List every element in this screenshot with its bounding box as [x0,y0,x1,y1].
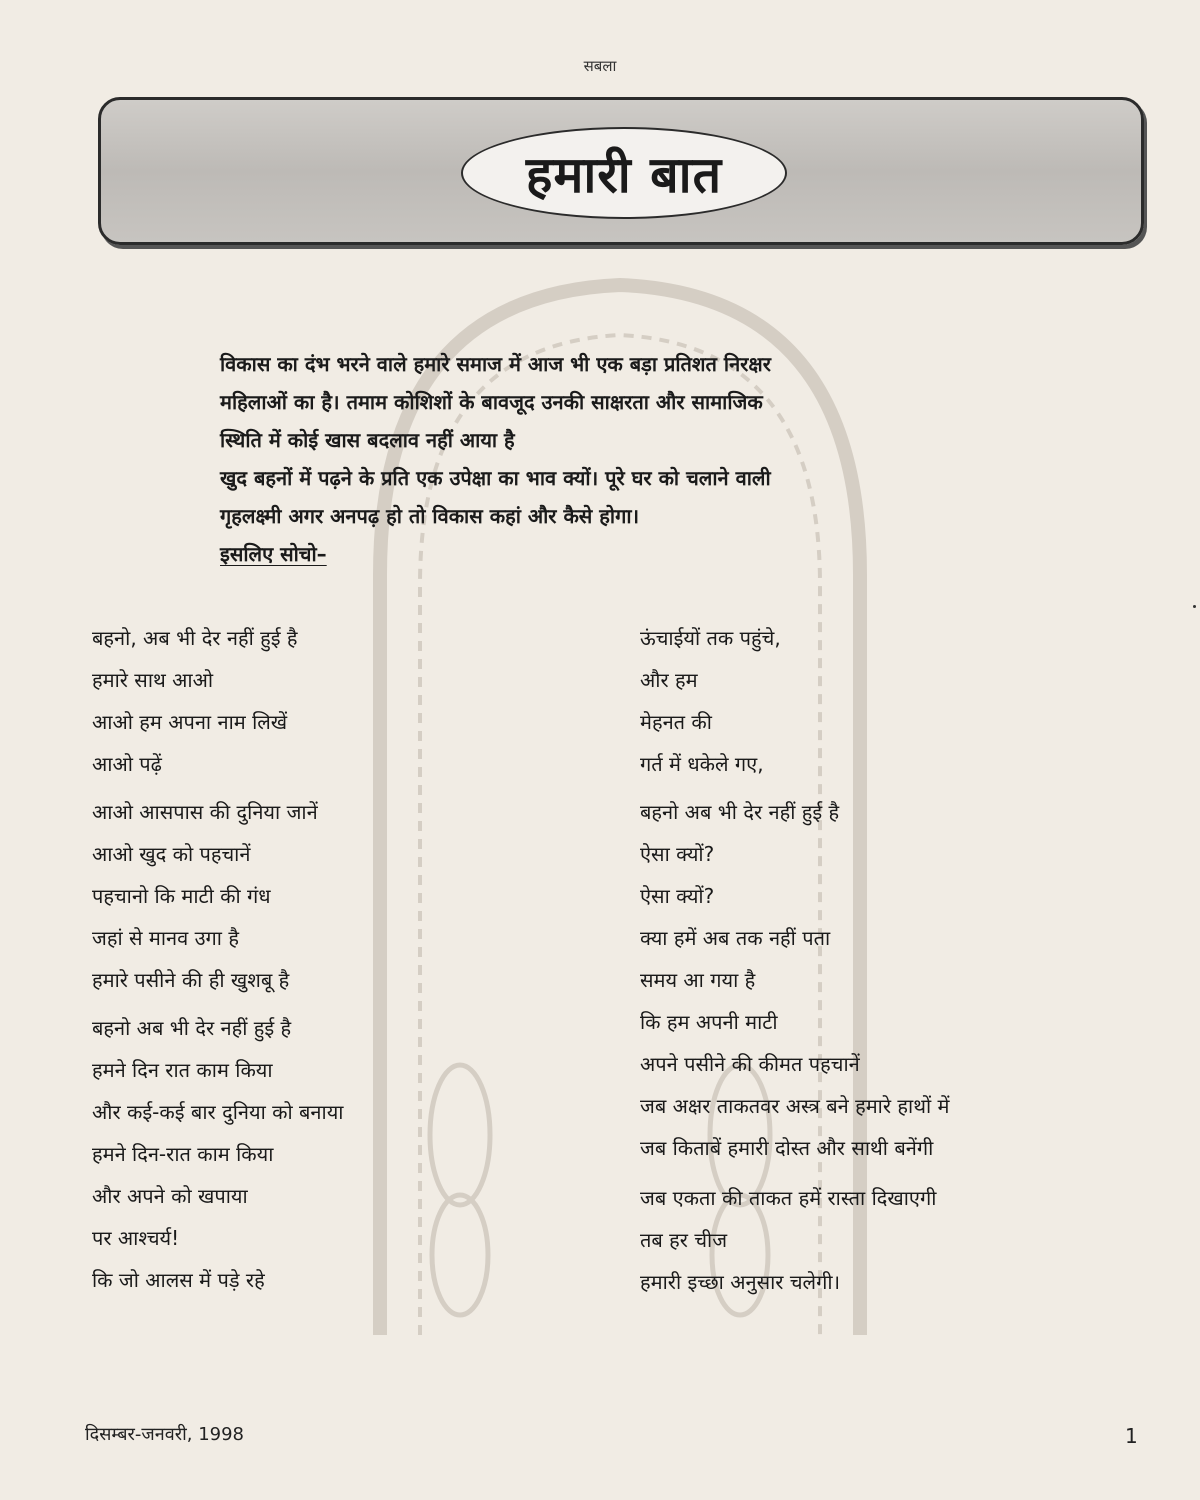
poem-line: ऐसा क्यों? [640,842,715,866]
intro-line: विकास का दंभ भरने वाले हमारे समाज में आज भी एक बड़ा प्रतिशत निरक्षर [220,352,771,376]
poem-line: जब अक्षर ताकतवर अस्त्र बने हमारे हाथों में [640,1094,950,1118]
poem-line: कि हम अपनी माटी [640,1010,778,1034]
poem-line: हमने दिन-रात काम किया [92,1142,274,1166]
intro-line: महिलाओं का है। तमाम कोशिशों के बावजूद उनकी साक्षरता और सामाजिक [220,390,763,414]
title-banner [98,97,1144,245]
issue-date: दिसम्बर-जनवरी, 1998 [85,1424,245,1445]
poem-line: जहां से मानव उगा है [92,926,239,950]
poem-line: गर्त में धकेले गए, [640,752,764,776]
poem-line: और अपने को खपाया [92,1184,248,1208]
page-number: 1 [1125,1424,1138,1448]
poem-line: आओ हम अपना नाम लिखें [92,710,288,734]
poem-line: ऐसा क्यों? [640,884,715,908]
intro-line: खुद बहनों में पढ़ने के प्रति एक उपेक्षा का भाव क्यों। पूरे घर को चलाने वाली [220,466,771,490]
poem-line: और हम [640,668,698,692]
poem-line: बहनो अब भी देर नहीं हुई है [640,800,840,824]
poem-line: ऊंचाईयों तक पहुंचे, [640,626,781,650]
poem-line: पर आश्चर्य! [92,1226,180,1250]
running-head: सबला [583,57,617,75]
poem-line: पहचानो कि माटी की गंध [92,884,271,908]
poem-line: अपने पसीने की कीमत पहचानें [640,1052,860,1076]
poem-line: समय आ गया है [640,968,756,992]
intro-line: स्थिति में कोई खास बदलाव नहीं आया है [220,428,515,452]
poem-line: आओ पढ़ें [92,752,162,776]
intro-lead-in: इसलिए सोचो– [220,542,327,566]
intro-paragraph [220,345,1040,573]
page-title: हमारी बात [525,146,723,204]
poem-line: हमारे साथ आओ [92,668,214,692]
poem-line: बहनो अब भी देर नहीं हुई है [92,1016,292,1040]
poem-line: बहनो, अब भी देर नहीं हुई है [92,626,298,650]
poem-line: जब किताबें हमारी दोस्त और साथी बनेंगी [640,1136,934,1160]
poem-line: तब हर चीज [640,1228,728,1252]
title-oval [461,127,787,219]
poem-line: जब एकता की ताकत हमें रास्ता दिखाएगी [640,1186,937,1210]
poem-line: आओ खुद को पहचानें [92,842,251,866]
poem-line: क्या हमें अब तक नहीं पता [640,926,831,950]
poem-line: हमने दिन रात काम किया [92,1058,273,1082]
poem-line: आओ आसपास की दुनिया जानें [92,800,318,824]
intro-line: गृहलक्ष्मी अगर अनपढ़ हो तो विकास कहां और कैसे होगा। [220,504,640,528]
poem-line: हमारी इच्छा अनुसार चलेगी। [640,1270,841,1294]
poem-line: और कई-कई बार दुनिया को बनाया [92,1100,344,1124]
poem-line: कि जो आलस में पड़े रहे [92,1268,265,1292]
poem-line: हमारे पसीने की ही खुशबू है [92,968,290,992]
poem-line: मेहनत की [640,710,712,734]
print-speck [1193,605,1196,608]
